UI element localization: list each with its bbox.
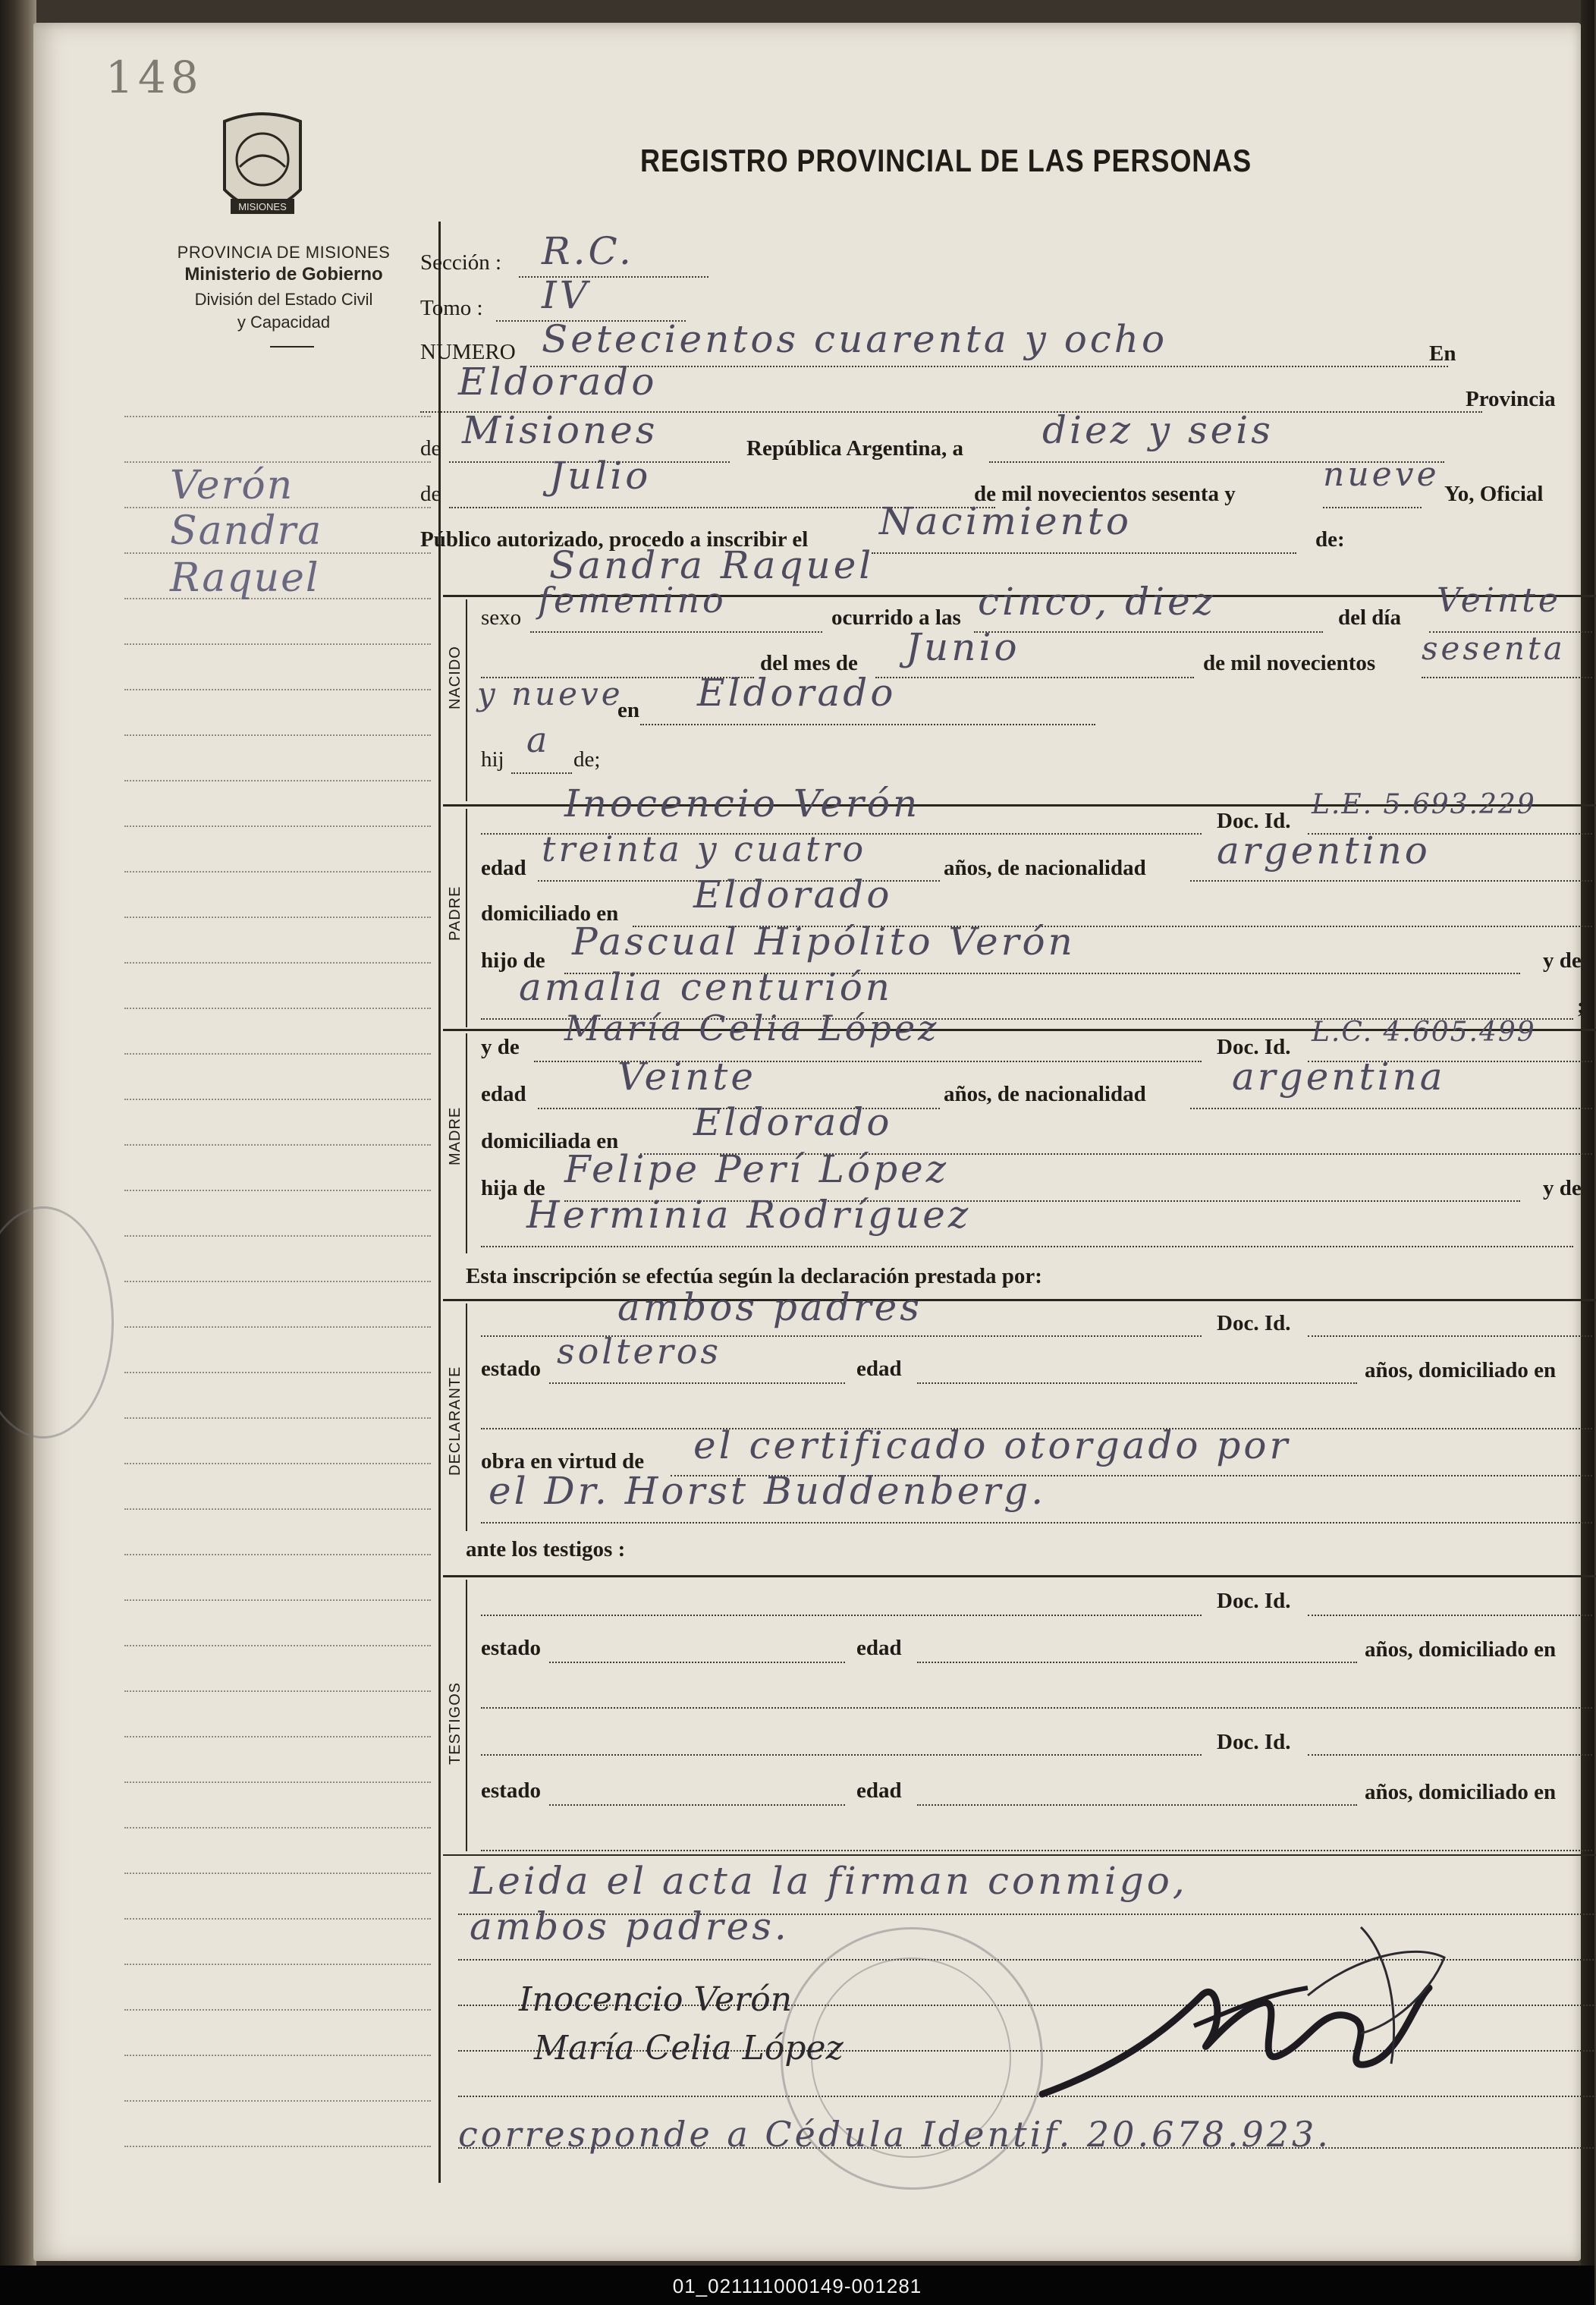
dots-madre-hija-2 <box>481 1246 1573 1247</box>
value-lugar-nac: Eldorado <box>697 671 897 715</box>
label-madre-doc: Doc. Id. <box>1217 1035 1291 1059</box>
margin-line <box>124 2055 431 2056</box>
value-provincia: Misiones <box>462 408 658 452</box>
label-obra: obra en virtud de <box>481 1449 645 1473</box>
label-ocurrido: ocurrido a las <box>831 605 961 630</box>
label-testigo2-doc: Doc. Id. <box>1217 1730 1291 1754</box>
label-del-mes: del mes de <box>760 651 858 675</box>
label-del-dia: del día <box>1338 605 1401 630</box>
margin-line <box>124 1873 431 1874</box>
label-padre-dom: domiciliado en <box>481 901 619 926</box>
label-madre-y-de-2: y de <box>1543 1176 1582 1200</box>
margin-line <box>124 1781 431 1783</box>
label-anos-t1: años, domiciliado en <box>1365 1637 1557 1662</box>
side-capacidad: y Capacidad <box>237 313 331 332</box>
label-edad-t2: edad <box>856 1778 902 1803</box>
dots-edad-decl <box>917 1382 1357 1384</box>
dots-acto <box>872 552 1296 554</box>
signature-oficial <box>1035 1912 1459 2140</box>
margin-line <box>124 1508 431 1510</box>
document-title: REGISTRO PROVINCIAL DE LAS PERSONAS <box>640 143 1252 178</box>
book-spine <box>0 0 36 2276</box>
label-padre-edad: edad <box>481 856 526 880</box>
signature-madre: María Celia López <box>534 2029 844 2068</box>
value-anio-nac-a: sesenta <box>1422 630 1566 667</box>
label-estado-decl: estado <box>481 1357 541 1381</box>
margin-line <box>124 1144 431 1146</box>
dots-edad-t2 <box>917 1804 1357 1806</box>
margin-line <box>124 1690 431 1692</box>
dots-madre-nac <box>1190 1108 1592 1109</box>
dots-testigo1 <box>481 1615 1202 1616</box>
dots-anio-acta <box>1323 507 1422 508</box>
label-de-mil: de mil novecientos sesenta y <box>974 482 1236 506</box>
rule-cierre <box>443 1854 1596 1856</box>
label-declaracion: Esta inscripción se efectúa según la declaración prestada por: <box>466 1264 1042 1288</box>
dots-numero <box>530 366 1448 367</box>
margin-lines <box>124 366 431 2171</box>
value-mes-nac: Junio <box>906 625 1020 669</box>
value-padre-nombre: Inocencio Verón <box>564 781 921 825</box>
value-anio-nac-b: y nueve <box>477 675 624 712</box>
dots-testigo1-doc <box>1308 1615 1592 1616</box>
value-nota-final: corresponde a Cédula Identif. 20.678.923. <box>458 2114 1331 2155</box>
dots-declarante-doc <box>1308 1335 1592 1337</box>
label-edad-decl: edad <box>856 1357 902 1381</box>
crest-label: MISIONES <box>238 201 287 212</box>
value-madre-nac: argentina <box>1232 1055 1446 1099</box>
margin-line <box>124 689 431 690</box>
label-estado-t2: estado <box>481 1778 541 1803</box>
label-de-semicolon: de; <box>573 747 601 772</box>
section-testigos: TESTIGOS <box>447 1681 463 1765</box>
margin-line <box>124 734 431 736</box>
rule-declarante-top <box>443 1299 1596 1301</box>
label-provincia: Provincia <box>1466 387 1556 411</box>
value-obra-1: el certificado otorgado por <box>693 1423 1291 1467</box>
label-hij: hij <box>481 747 504 772</box>
value-padre-edad: treinta y cuatro <box>542 829 867 869</box>
label-de-1: de <box>420 436 441 461</box>
value-hora: cinco, diez <box>978 580 1217 624</box>
value-hij-suffix: a <box>526 719 551 760</box>
label-tomo: Tomo : <box>420 296 483 320</box>
value-obra-2: el Dr. Horst Buddenberg. <box>489 1469 1047 1513</box>
margin-line <box>124 871 431 873</box>
margin-line <box>124 917 431 918</box>
margin-divider <box>438 222 441 2183</box>
value-padre-hijo-2: amalia centurión <box>519 965 894 1009</box>
margin-line <box>124 2009 431 2011</box>
section-declarante: DECLARANTE <box>447 1366 463 1476</box>
margin-line <box>124 1235 431 1237</box>
margin-line <box>124 2146 431 2147</box>
label-padre-hijo: hijo de <box>481 948 545 973</box>
side-ministry: Ministerio de Gobierno <box>184 264 383 285</box>
value-padre-dom: Eldorado <box>693 873 893 917</box>
value-padre-nac: argentino <box>1217 829 1431 873</box>
scan-footer <box>0 2266 1594 2305</box>
margin-line <box>124 1554 431 1555</box>
label-padre-doc: Doc. Id. <box>1217 809 1291 833</box>
section-madre: MADRE <box>447 1106 463 1165</box>
dots-estado-decl <box>549 1382 845 1384</box>
value-mes-acta: Julio <box>549 454 652 498</box>
page-number: 148 <box>105 52 203 103</box>
label-sexo: sexo <box>481 605 522 630</box>
dots-hora <box>974 631 1323 633</box>
margin-line <box>124 2100 431 2102</box>
label-padre-semicolon: ; <box>1577 994 1585 1018</box>
value-madre-hija-2: Herminia Rodríguez <box>526 1193 972 1237</box>
label-seccion: Sección : <box>420 250 502 275</box>
margin-line <box>124 962 431 964</box>
margin-line <box>124 1463 431 1464</box>
margin-line <box>124 825 431 827</box>
margin-line <box>124 1326 431 1328</box>
label-numero: NUMERO <box>420 340 516 364</box>
label-anos-t2: años, domiciliado en <box>1365 1780 1557 1804</box>
label-padre-y-de: y de <box>1543 948 1582 973</box>
label-testigo1-doc: Doc. Id. <box>1217 1589 1291 1613</box>
marginal-surname: Verón <box>170 463 294 508</box>
label-en-nac: en <box>617 698 639 722</box>
edge-stamp <box>0 1206 114 1439</box>
margin-line <box>124 416 431 417</box>
dots-anio-nac <box>1422 677 1592 678</box>
margin-line <box>124 643 431 645</box>
scan-code: 01_021111000149-001281 <box>672 2275 922 2297</box>
side-rule <box>270 346 314 347</box>
value-madre-dom: Eldorado <box>693 1100 893 1144</box>
book-edge <box>1581 0 1594 2276</box>
section-nacido: NACIDO <box>447 646 463 709</box>
value-cierre-1: Leida el acta la firman conmigo, <box>470 1859 1188 1903</box>
margin-line <box>124 1008 431 1009</box>
value-sexo: femenino <box>538 580 727 621</box>
margin-line <box>124 1372 431 1373</box>
dots-testigo2-doc <box>1308 1754 1592 1756</box>
margin-line <box>124 1736 431 1737</box>
margin-line <box>124 1964 431 1965</box>
label-padre-anos: años, de nacionalidad <box>944 856 1146 880</box>
value-declarante: ambos padres <box>617 1285 922 1329</box>
dots-testigo2 <box>481 1754 1202 1756</box>
value-dia-nac: Veinte <box>1437 581 1561 620</box>
marginal-name-2: Raquel <box>170 555 320 601</box>
dots-dom-t1 <box>481 1707 1592 1709</box>
margin-line <box>124 1918 431 1920</box>
value-madre-hija-1: Felipe Perí López <box>564 1147 950 1191</box>
side-province: PROVINCIA DE MISIONES <box>177 243 391 262</box>
dots-padre-nac <box>1190 880 1592 882</box>
dots-obra-2 <box>481 1522 1592 1524</box>
provincial-crest-icon <box>209 106 316 235</box>
label-madre-dom: domiciliada en <box>481 1129 619 1153</box>
signature-padre: Inocencio Verón <box>519 1980 793 2019</box>
label-edad-t1: edad <box>856 1636 902 1660</box>
margin-line <box>124 780 431 781</box>
label-republica: República Argentina, a <box>746 436 963 461</box>
dots-estado-t1 <box>549 1662 845 1663</box>
rule-testigos-top <box>443 1575 1596 1577</box>
margin-line <box>124 1281 431 1282</box>
label-publico: Público autorizado, procedo a inscribir el <box>420 527 809 552</box>
value-estado-decl: solteros <box>557 1331 722 1372</box>
value-madre-nombre: María Celia López <box>564 1008 940 1049</box>
label-madre-edad: edad <box>481 1082 526 1106</box>
marginal-name-1: Sandra <box>170 508 323 554</box>
value-nombre: Sandra Raquel <box>549 543 875 587</box>
side-division: División del Estado Civil <box>194 290 373 309</box>
value-cierre-2: ambos padres. <box>470 1904 790 1948</box>
label-declarante-doc: Doc. Id. <box>1217 1311 1291 1335</box>
label-madre-anos: años, de nacionalidad <box>944 1082 1146 1106</box>
dots-dom-t2 <box>481 1850 1592 1851</box>
label-de-2: de <box>420 482 441 506</box>
value-numero: Setecientos cuarenta y ocho <box>542 317 1168 361</box>
label-estado-t1: estado <box>481 1636 541 1660</box>
margin-line <box>124 1417 431 1419</box>
label-de-colon: de: <box>1315 527 1345 552</box>
value-acto: Nacimiento <box>879 499 1132 543</box>
value-tomo: IV <box>542 273 590 317</box>
value-dia-acta: diez y seis <box>1042 408 1274 452</box>
margin-line <box>124 1099 431 1100</box>
section-padre: PADRE <box>447 885 463 941</box>
label-en: En <box>1429 341 1456 366</box>
label-madre-hija: hija de <box>481 1176 545 1200</box>
value-seccion: R.C. <box>542 229 634 273</box>
dots-mes-nac <box>875 677 1194 678</box>
label-yo-oficial: Yo, Oficial <box>1444 482 1544 506</box>
value-anio-acta: nueve <box>1323 455 1440 494</box>
label-madre-y-de: y de <box>481 1035 520 1059</box>
margin-line <box>124 1053 431 1055</box>
dots-edad-t1 <box>917 1662 1357 1663</box>
dots-estado-t2 <box>549 1804 845 1806</box>
label-de-mil-nov: de mil novecientos <box>1203 651 1376 675</box>
margin-line <box>124 1190 431 1191</box>
label-anos-decl: años, domiciliado en <box>1365 1358 1557 1382</box>
dots-sexo <box>530 631 822 633</box>
label-ante-testigos: ante los testigos : <box>466 1537 626 1561</box>
margin-line <box>124 1599 431 1601</box>
value-madre-edad: Veinte <box>617 1055 756 1099</box>
dots-hij <box>511 772 572 774</box>
margin-line <box>124 1827 431 1829</box>
margin-line <box>124 1645 431 1646</box>
value-padre-doc: L.E. 5.693.229 <box>1312 789 1536 820</box>
value-madre-doc: L.C. 4.605.499 <box>1312 1017 1536 1048</box>
register-page <box>33 23 1585 2261</box>
value-lugar: Eldorado <box>458 360 658 404</box>
dots-lugar-nac <box>640 724 1095 725</box>
value-padre-hijo-1: Pascual Hipólito Verón <box>572 920 1076 964</box>
